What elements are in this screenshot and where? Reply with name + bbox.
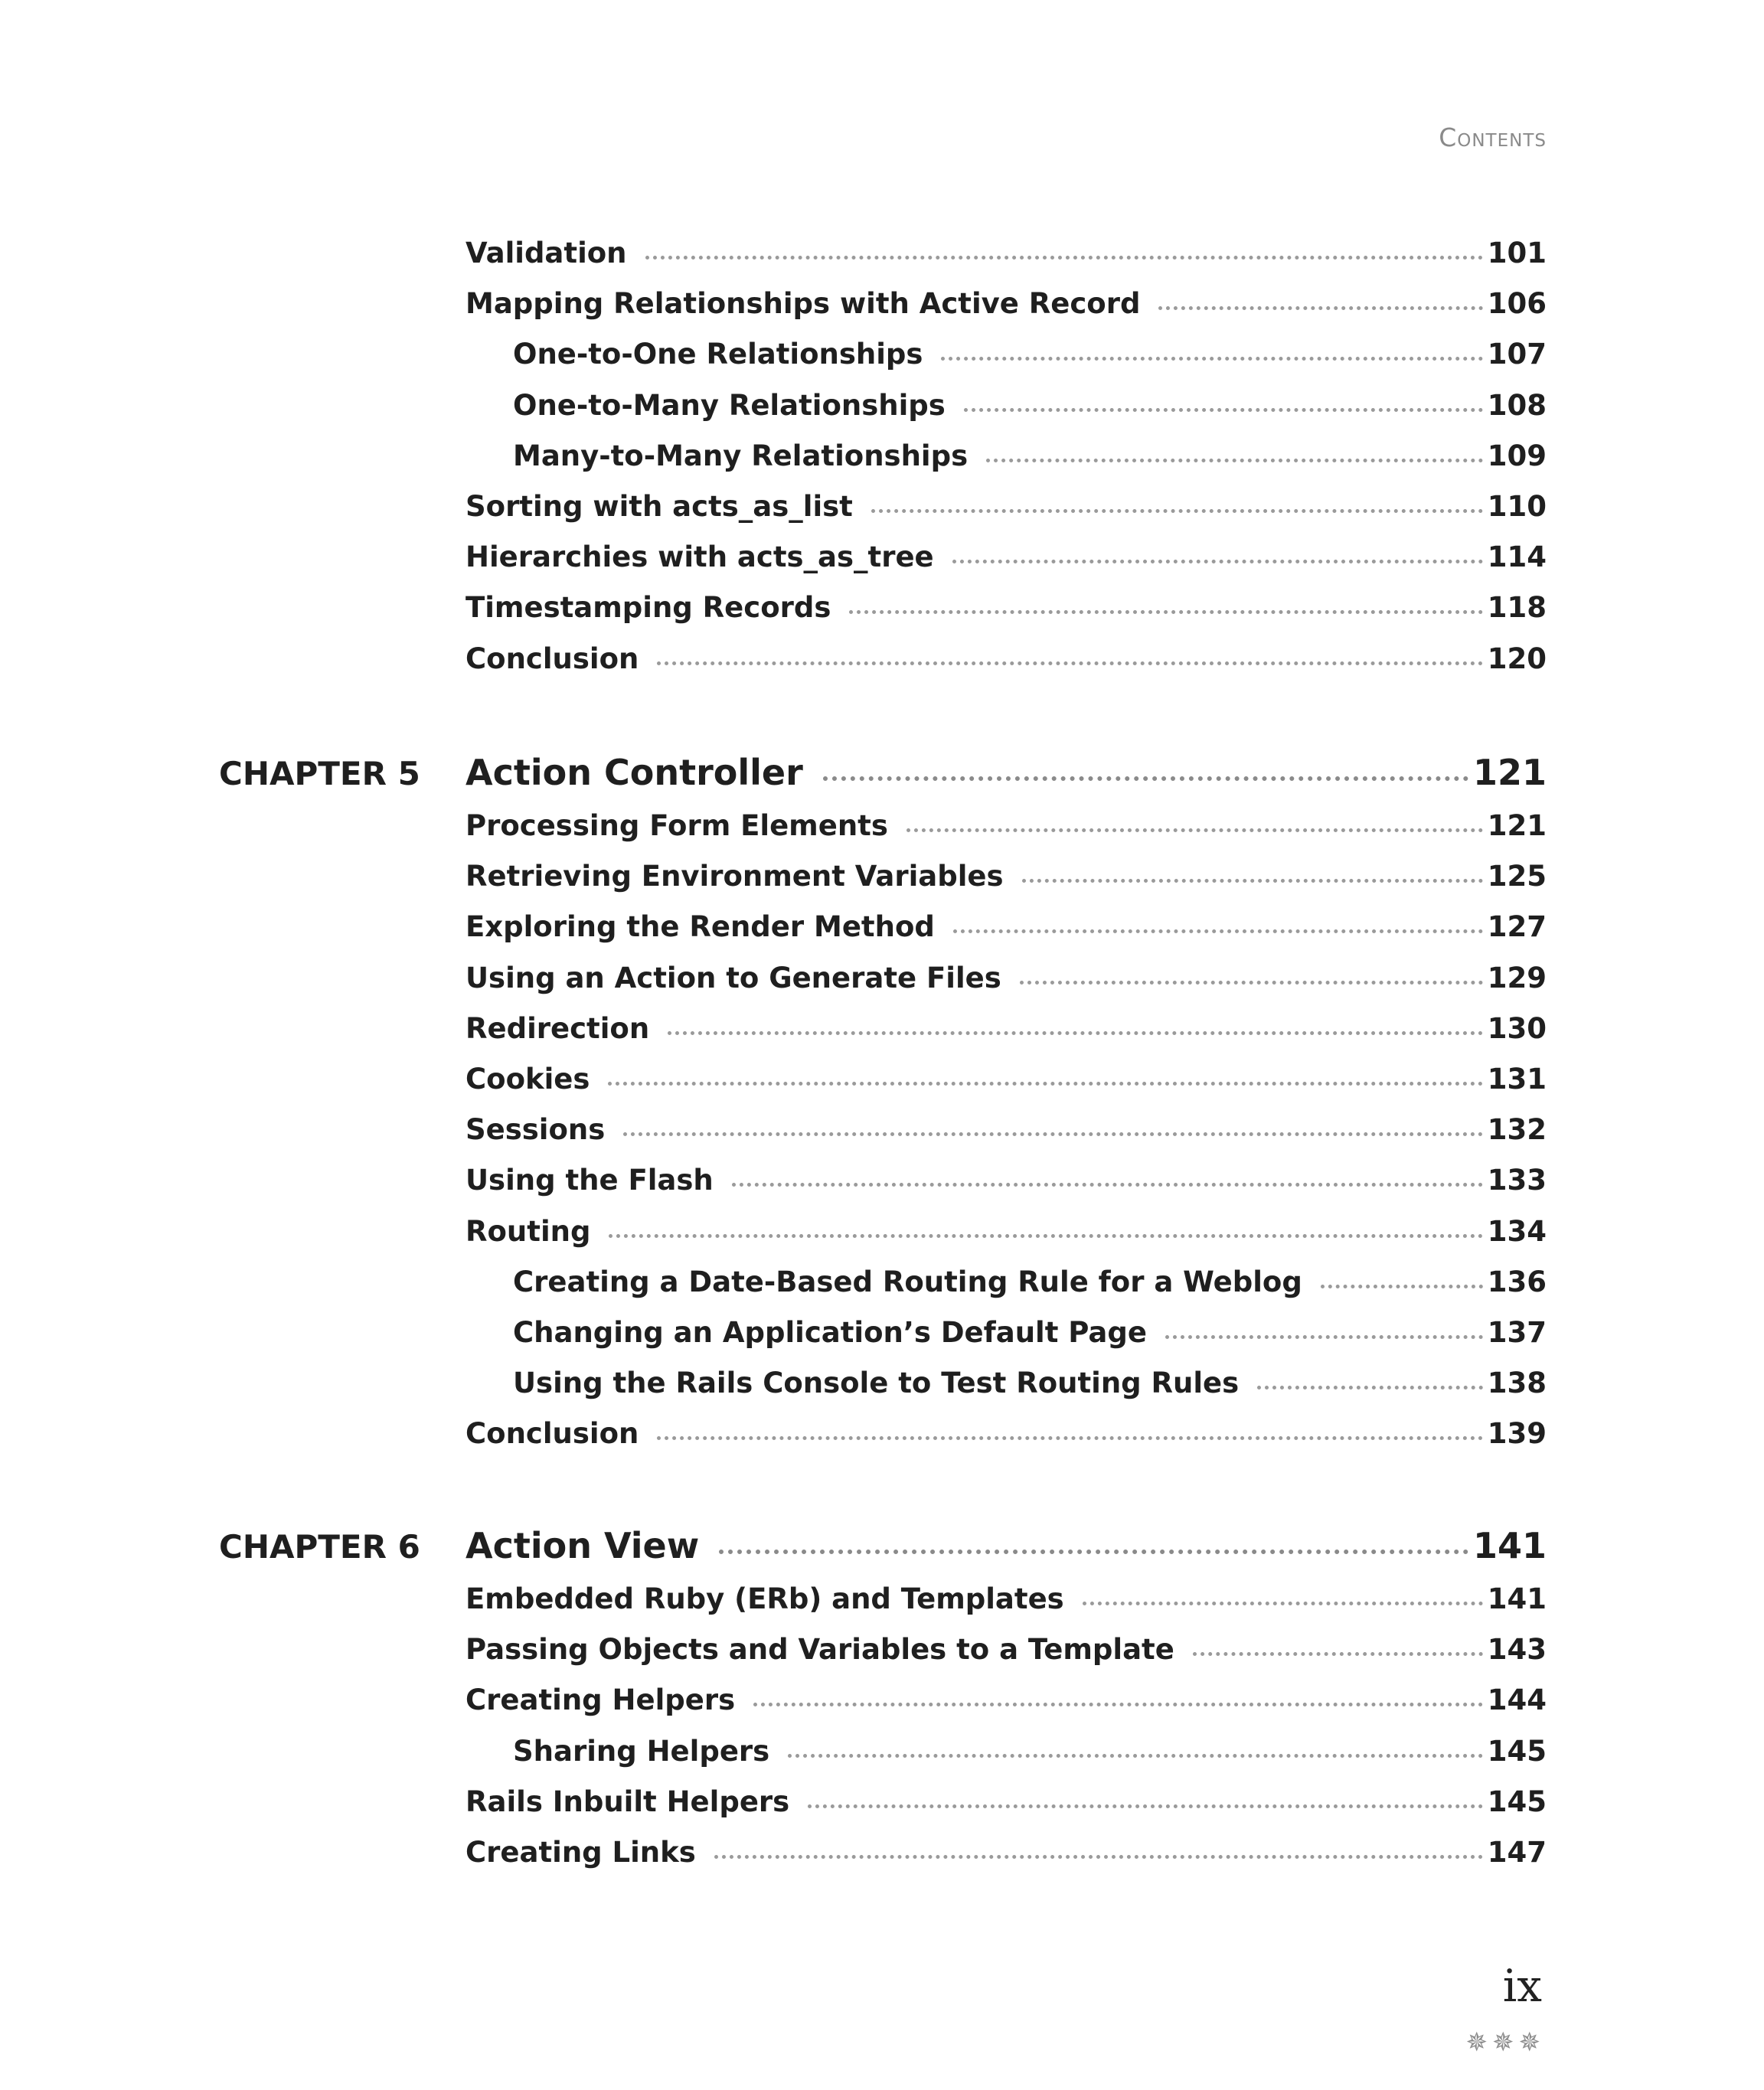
- toc-entry-page: 134: [1487, 1214, 1547, 1248]
- dot-leader: [753, 1703, 1483, 1706]
- toc-entry: [466, 287, 1547, 321]
- toc-entry-page: 121: [1487, 809, 1547, 842]
- toc-entry-page: 130: [1487, 1011, 1547, 1045]
- dot-leader: [657, 1436, 1482, 1440]
- toc-entry-page: 107: [1487, 338, 1547, 371]
- toc-entry-page: 147: [1487, 1836, 1547, 1869]
- toc-entry: [466, 1633, 1547, 1667]
- toc-entry-page: 133: [1487, 1164, 1547, 1197]
- toc-entry-title: Retrieving Environment Variables: [466, 860, 1004, 893]
- toc-entry-page: 109: [1487, 439, 1547, 472]
- dot-leader: [668, 1031, 1483, 1035]
- dot-leader: [1022, 879, 1483, 883]
- dot-leader: [871, 509, 1483, 513]
- chapter-title-row: [466, 752, 1547, 793]
- dot-leader: [808, 1804, 1483, 1808]
- dot-leader: [906, 828, 1483, 832]
- toc-entry: [466, 1214, 1547, 1248]
- toc-entry: [466, 642, 1547, 675]
- dot-leader: [1257, 1386, 1483, 1390]
- chapter-label: CHAPTER 6: [219, 1528, 420, 1566]
- chapter-title: Action Controller: [466, 752, 803, 793]
- toc-entry-page: 114: [1487, 540, 1547, 574]
- toc-entry-title: Redirection: [466, 1011, 650, 1045]
- dot-leader: [608, 1082, 1482, 1086]
- toc-entry-title: Routing: [466, 1214, 591, 1248]
- toc-entry-title: Timestamping Records: [466, 591, 831, 625]
- toc-entry-title: Exploring the Render Method: [466, 910, 935, 944]
- toc-entry-title: Sharing Helpers: [513, 1734, 770, 1768]
- toc-entry: [466, 1683, 1547, 1717]
- toc-entry-page: 131: [1487, 1063, 1547, 1096]
- toc-entry-page: 129: [1487, 961, 1547, 994]
- dot-leader: [986, 459, 1483, 462]
- toc-entry: [466, 1164, 1547, 1197]
- chapter-page: 121: [1472, 752, 1547, 793]
- dot-leader: [952, 560, 1483, 563]
- toc-entry-title: Conclusion: [466, 642, 639, 675]
- dot-leader: [953, 929, 1483, 933]
- toc-entry-page: 132: [1487, 1113, 1547, 1147]
- toc-entry: [466, 492, 1547, 521]
- toc-entry-title: Embedded Ruby (ERb) and Templates: [466, 1582, 1064, 1615]
- dot-leader: [657, 661, 1482, 665]
- toc-entry-page: 141: [1487, 1582, 1547, 1615]
- toc-entry-title: Changing an Application’s Default Page: [513, 1316, 1147, 1349]
- toc-entry: [466, 860, 1547, 893]
- toc-entry: [466, 591, 1547, 625]
- toc-entry-title: Creating a Date-Based Routing Rule for a Weblog: [513, 1265, 1302, 1298]
- toc-entry: [466, 1417, 1547, 1451]
- running-head: Contents: [1439, 122, 1547, 152]
- dot-leader: [1193, 1652, 1483, 1656]
- toc-entry-page: 145: [1487, 1785, 1547, 1818]
- dot-leader: [1158, 306, 1482, 310]
- toc-entry: [466, 1011, 1547, 1045]
- chapter-label: CHAPTER 5: [219, 755, 420, 792]
- toc-entry-title: One-to-One Relationships: [513, 338, 923, 371]
- toc-entry-title: Using the Flash: [466, 1164, 714, 1197]
- toc-entry: [466, 961, 1547, 994]
- toc-entry-page: 136: [1487, 1265, 1547, 1298]
- toc-entry: [466, 1582, 1547, 1615]
- dot-leader: [1020, 981, 1483, 985]
- chapter-page: 141: [1472, 1525, 1547, 1566]
- chapter-title-row: [466, 1525, 1547, 1566]
- toc-entry-title: Many-to-Many Relationships: [513, 439, 969, 472]
- toc-entry-title: Using an Action to Generate Files: [466, 961, 1001, 994]
- toc-entry-page: 127: [1487, 910, 1547, 944]
- toc-entry: [466, 1113, 1547, 1147]
- toc-entry-title: Creating Helpers: [466, 1683, 736, 1717]
- toc-entry-page: 144: [1487, 1683, 1547, 1717]
- toc-entry-title: Cookies: [466, 1063, 590, 1096]
- toc-entry: [513, 338, 1547, 371]
- toc-entry-title: Sorting with acts_as_list: [466, 490, 853, 523]
- toc-entry: [513, 1734, 1547, 1768]
- triple-star-ornament-icon: ✵✵✵: [1465, 2027, 1545, 2058]
- dot-leader: [719, 1550, 1468, 1554]
- toc-entry-page: 143: [1487, 1633, 1547, 1667]
- toc-entry-page: 120: [1487, 642, 1547, 675]
- toc-entry-title: Hierarchies with acts_as_tree: [466, 540, 934, 574]
- toc-entry: [513, 1265, 1547, 1298]
- toc-entry: [466, 540, 1547, 574]
- toc-entry-title: Using the Rails Console to Test Routing Rules: [513, 1367, 1240, 1400]
- dot-leader: [732, 1183, 1483, 1187]
- chapter-title: Action View: [466, 1525, 700, 1566]
- dot-leader: [609, 1234, 1482, 1238]
- dot-leader: [714, 1855, 1483, 1859]
- toc-entry: [466, 910, 1547, 944]
- toc-entry-title: Validation: [466, 237, 627, 269]
- toc-entry-title: Mapping Relationships with Active Record: [466, 287, 1141, 321]
- toc-entry-title: One-to-Many Relationships: [513, 388, 946, 422]
- toc-entry-page: 108: [1487, 388, 1547, 422]
- dot-leader: [964, 408, 1483, 412]
- toc-entry-title: Processing Form Elements: [466, 809, 888, 842]
- dot-leader: [941, 357, 1482, 361]
- toc-entry-title: Sessions: [466, 1113, 606, 1147]
- toc-entry: [466, 809, 1547, 842]
- dot-leader: [623, 1132, 1483, 1136]
- toc-entry: [466, 1785, 1547, 1818]
- toc-entry-page: 137: [1487, 1316, 1547, 1349]
- toc-entry-title: Rails Inbuilt Helpers: [466, 1785, 790, 1818]
- toc-entry: [513, 388, 1547, 422]
- toc-entry: [513, 1318, 1547, 1347]
- toc-entry: [466, 1063, 1547, 1096]
- toc-entry-title: Creating Links: [466, 1836, 696, 1869]
- dot-leader: [1321, 1285, 1483, 1288]
- dot-leader: [823, 776, 1468, 781]
- toc-entry-page: 110: [1487, 490, 1547, 523]
- page-number: ix: [1502, 1960, 1542, 2012]
- toc-entry-page: 106: [1487, 287, 1547, 321]
- dot-leader: [645, 256, 1483, 260]
- toc-entry-page: 118: [1487, 591, 1547, 625]
- toc-entry-page: 138: [1487, 1367, 1547, 1400]
- toc-entry-page: 125: [1487, 860, 1547, 893]
- toc-entry: [513, 439, 1547, 472]
- toc-entry-title: Passing Objects and Variables to a Template: [466, 1633, 1174, 1667]
- toc-entry: [466, 239, 1547, 267]
- toc-entry: [466, 1836, 1547, 1869]
- dot-leader: [788, 1754, 1483, 1758]
- toc-entry-page: 101: [1487, 237, 1547, 269]
- dot-leader: [1165, 1335, 1483, 1339]
- toc-entry: [513, 1367, 1547, 1400]
- toc-entry-title: Conclusion: [466, 1417, 639, 1451]
- toc-entry-page: 145: [1487, 1734, 1547, 1768]
- toc-entry-page: 139: [1487, 1417, 1547, 1451]
- dot-leader: [1083, 1602, 1483, 1605]
- dot-leader: [849, 610, 1482, 614]
